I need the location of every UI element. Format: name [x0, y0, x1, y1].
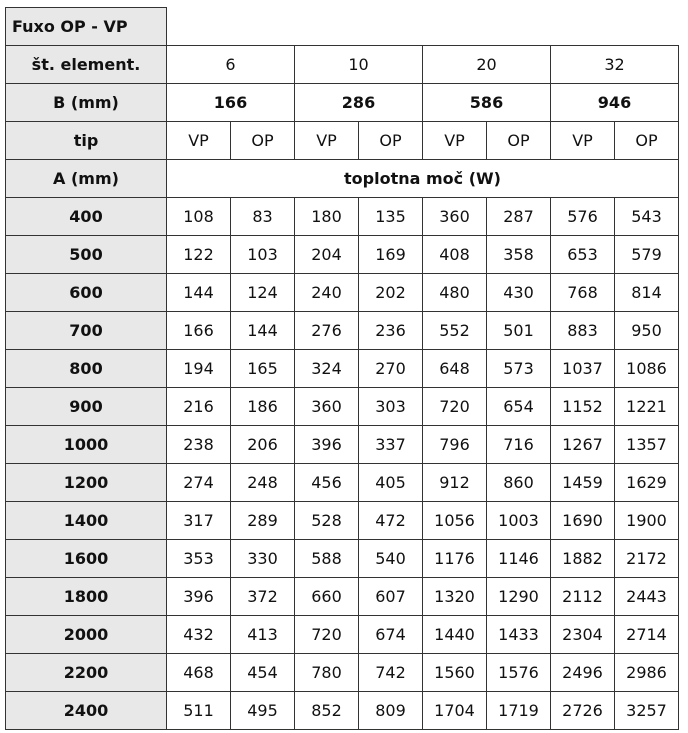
output-cell: 240 [295, 274, 359, 312]
output-cell: 1221 [615, 388, 679, 426]
output-cell: 2496 [551, 654, 615, 692]
output-cell: 543 [615, 198, 679, 236]
table-row [6, 464, 679, 502]
output-cell: 360 [295, 388, 359, 426]
table-row [6, 388, 679, 426]
elements-value: 10 [295, 46, 423, 84]
output-cell: 1003 [487, 502, 551, 540]
output-cell: 579 [615, 236, 679, 274]
output-cell: 216 [167, 388, 231, 426]
output-cell: 1290 [487, 578, 551, 616]
tip-value: VP [295, 122, 359, 160]
output-cell: 495 [231, 692, 295, 730]
output-cell: 1719 [487, 692, 551, 730]
output-cell: 674 [359, 616, 423, 654]
output-cell: 353 [167, 540, 231, 578]
output-cell: 468 [167, 654, 231, 692]
elements-row [6, 46, 679, 84]
output-cell: 287 [487, 198, 551, 236]
output-cell: 432 [167, 616, 231, 654]
output-cell: 472 [359, 502, 423, 540]
b-value: 286 [295, 84, 423, 122]
output-cell: 236 [359, 312, 423, 350]
output-cell: 2112 [551, 578, 615, 616]
tip-value: VP [423, 122, 487, 160]
table-row [6, 236, 679, 274]
elements-value: 6 [167, 46, 295, 84]
output-cell: 270 [359, 350, 423, 388]
output-cell: 169 [359, 236, 423, 274]
table-title: Fuxo OP - VP [6, 8, 167, 46]
b-value: 946 [551, 84, 679, 122]
tip-row [6, 122, 679, 160]
output-cell: 396 [167, 578, 231, 616]
output-cell: 2726 [551, 692, 615, 730]
table-row [6, 312, 679, 350]
tip-value: OP [231, 122, 295, 160]
output-cell: 303 [359, 388, 423, 426]
a-value: 1000 [6, 426, 167, 464]
output-cell: 1560 [423, 654, 487, 692]
output-cell: 337 [359, 426, 423, 464]
output-cell: 588 [295, 540, 359, 578]
table-row [6, 692, 679, 730]
output-cell: 166 [167, 312, 231, 350]
a-value: 400 [6, 198, 167, 236]
output-cell: 573 [487, 350, 551, 388]
a-value: 500 [6, 236, 167, 274]
output-cell: 165 [231, 350, 295, 388]
output-cell: 144 [231, 312, 295, 350]
table-body [6, 8, 679, 730]
output-cell: 405 [359, 464, 423, 502]
a-value: 1800 [6, 578, 167, 616]
output-cell: 202 [359, 274, 423, 312]
output-cell: 2986 [615, 654, 679, 692]
a-label: A (mm) [6, 160, 167, 198]
output-cell: 860 [487, 464, 551, 502]
table-row [6, 426, 679, 464]
a-header-row [6, 160, 679, 198]
output-cell: 1320 [423, 578, 487, 616]
output-cell: 1056 [423, 502, 487, 540]
output-cell: 780 [295, 654, 359, 692]
output-cell: 883 [551, 312, 615, 350]
table-row [6, 502, 679, 540]
b-value: 166 [167, 84, 295, 122]
output-cell: 2443 [615, 578, 679, 616]
table-row [6, 350, 679, 388]
a-value: 1200 [6, 464, 167, 502]
title-row-spacer [167, 8, 679, 46]
output-cell: 454 [231, 654, 295, 692]
heat-output-table [5, 7, 679, 730]
output-cell: 648 [423, 350, 487, 388]
output-cell: 186 [231, 388, 295, 426]
output-cell: 768 [551, 274, 615, 312]
tip-value: OP [359, 122, 423, 160]
output-cell: 289 [231, 502, 295, 540]
table-row [6, 274, 679, 312]
output-cell: 360 [423, 198, 487, 236]
output-cell: 2172 [615, 540, 679, 578]
output-cell: 1629 [615, 464, 679, 502]
table-row [6, 654, 679, 692]
output-cell: 1900 [615, 502, 679, 540]
a-value: 1400 [6, 502, 167, 540]
output-cell: 480 [423, 274, 487, 312]
output-cell: 324 [295, 350, 359, 388]
output-cell: 194 [167, 350, 231, 388]
output-cell: 1176 [423, 540, 487, 578]
output-cell: 180 [295, 198, 359, 236]
output-cell: 852 [295, 692, 359, 730]
a-value: 2000 [6, 616, 167, 654]
output-cell: 248 [231, 464, 295, 502]
tip-value: OP [487, 122, 551, 160]
output-cell: 1267 [551, 426, 615, 464]
output-cell: 317 [167, 502, 231, 540]
output-cell: 103 [231, 236, 295, 274]
output-cell: 912 [423, 464, 487, 502]
output-cell: 204 [295, 236, 359, 274]
output-label: toplotna moč (W) [167, 160, 679, 198]
output-cell: 576 [551, 198, 615, 236]
a-value: 600 [6, 274, 167, 312]
output-cell: 742 [359, 654, 423, 692]
output-cell: 1576 [487, 654, 551, 692]
output-cell: 358 [487, 236, 551, 274]
output-cell: 660 [295, 578, 359, 616]
heat-output-table-container [5, 7, 679, 730]
output-cell: 135 [359, 198, 423, 236]
output-cell: 122 [167, 236, 231, 274]
output-cell: 1086 [615, 350, 679, 388]
output-cell: 1146 [487, 540, 551, 578]
a-value: 2400 [6, 692, 167, 730]
output-cell: 2304 [551, 616, 615, 654]
output-cell: 716 [487, 426, 551, 464]
output-cell: 238 [167, 426, 231, 464]
output-cell: 809 [359, 692, 423, 730]
output-cell: 1704 [423, 692, 487, 730]
a-value: 2200 [6, 654, 167, 692]
output-cell: 814 [615, 274, 679, 312]
output-cell: 1152 [551, 388, 615, 426]
a-value: 1600 [6, 540, 167, 578]
b-value: 586 [423, 84, 551, 122]
table-row [6, 578, 679, 616]
tip-value: VP [551, 122, 615, 160]
output-cell: 720 [423, 388, 487, 426]
output-cell: 330 [231, 540, 295, 578]
a-value: 900 [6, 388, 167, 426]
tip-value: OP [615, 122, 679, 160]
output-cell: 274 [167, 464, 231, 502]
output-cell: 430 [487, 274, 551, 312]
table-row [6, 540, 679, 578]
output-cell: 501 [487, 312, 551, 350]
tip-label: tip [6, 122, 167, 160]
output-cell: 1433 [487, 616, 551, 654]
output-cell: 654 [487, 388, 551, 426]
elements-label: št. element. [6, 46, 167, 84]
output-cell: 528 [295, 502, 359, 540]
output-cell: 1459 [551, 464, 615, 502]
output-cell: 396 [295, 426, 359, 464]
a-value: 800 [6, 350, 167, 388]
output-cell: 552 [423, 312, 487, 350]
elements-value: 32 [551, 46, 679, 84]
output-cell: 408 [423, 236, 487, 274]
output-cell: 511 [167, 692, 231, 730]
output-cell: 206 [231, 426, 295, 464]
output-cell: 1357 [615, 426, 679, 464]
tip-value: VP [167, 122, 231, 160]
table-row [6, 198, 679, 236]
output-cell: 720 [295, 616, 359, 654]
table-row [6, 616, 679, 654]
output-cell: 2714 [615, 616, 679, 654]
title-row [6, 8, 679, 46]
b-row [6, 84, 679, 122]
output-cell: 540 [359, 540, 423, 578]
elements-value: 20 [423, 46, 551, 84]
output-cell: 144 [167, 274, 231, 312]
output-cell: 1440 [423, 616, 487, 654]
output-cell: 607 [359, 578, 423, 616]
output-cell: 124 [231, 274, 295, 312]
output-cell: 3257 [615, 692, 679, 730]
a-value: 700 [6, 312, 167, 350]
output-cell: 372 [231, 578, 295, 616]
output-cell: 796 [423, 426, 487, 464]
output-cell: 276 [295, 312, 359, 350]
output-cell: 413 [231, 616, 295, 654]
output-cell: 456 [295, 464, 359, 502]
output-cell: 1882 [551, 540, 615, 578]
output-cell: 653 [551, 236, 615, 274]
output-cell: 83 [231, 198, 295, 236]
output-cell: 1690 [551, 502, 615, 540]
output-cell: 950 [615, 312, 679, 350]
b-label: B (mm) [6, 84, 167, 122]
output-cell: 1037 [551, 350, 615, 388]
output-cell: 108 [167, 198, 231, 236]
